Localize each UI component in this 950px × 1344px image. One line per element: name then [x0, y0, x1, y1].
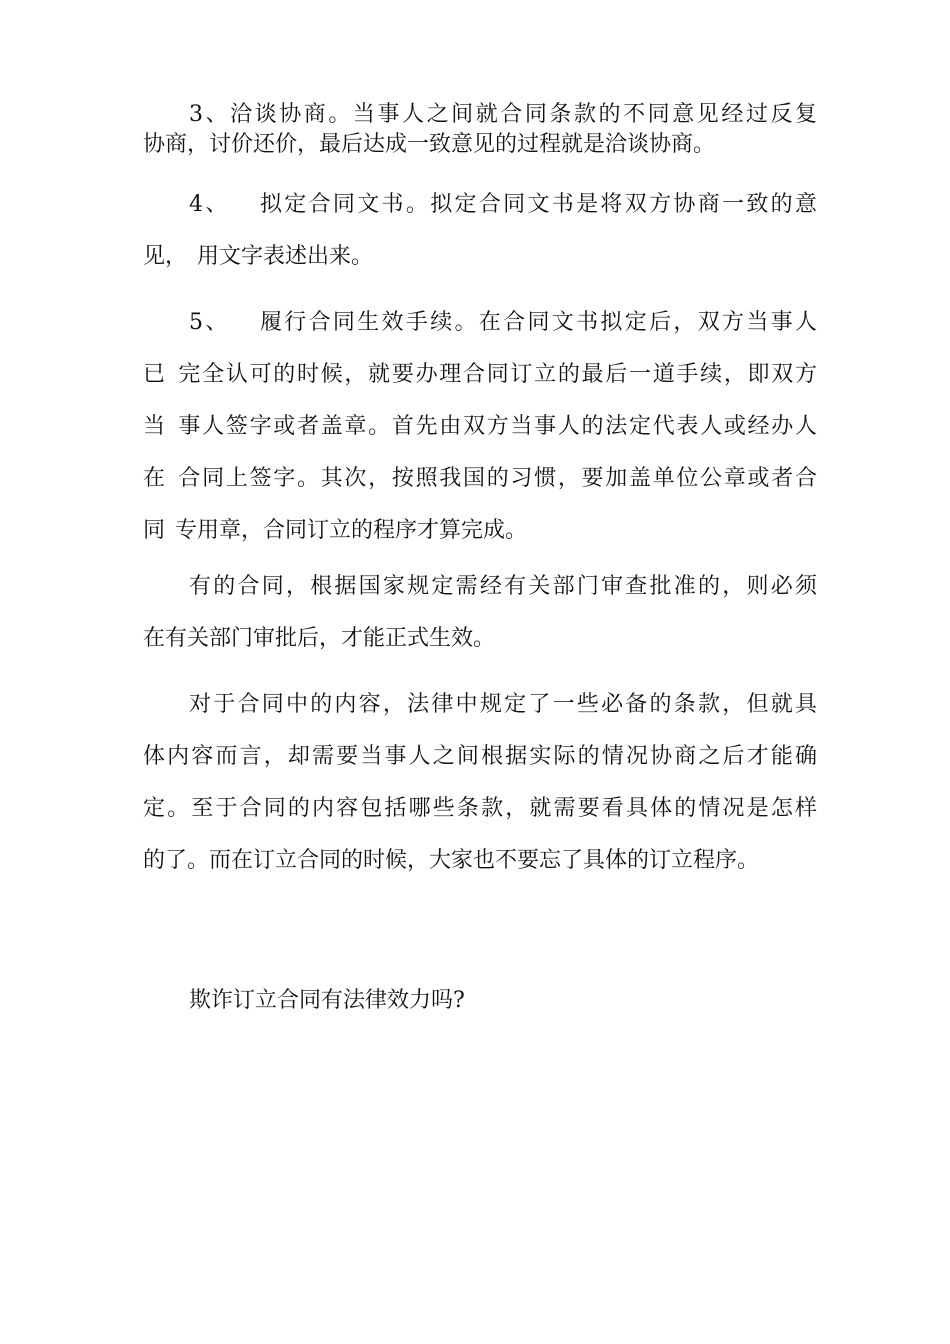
line-text: 完全认可的时候，就要办理合同订立的最后一道手续，即双方	[176, 362, 817, 387]
paragraph-negotiation	[143, 100, 817, 160]
text-line	[143, 464, 817, 494]
item-number: 5、	[189, 310, 230, 335]
line-head: 当	[143, 414, 167, 439]
paragraph-contract-content	[143, 690, 817, 876]
text-line: 定。至于合同的内容包括哪些条款，就需要看具体的情况是怎样	[143, 796, 817, 821]
text-line	[143, 360, 817, 390]
text-line: 体内容而言，却需要当事人之间根据实际的情况协商之后才能确	[143, 744, 817, 769]
line-head: 已	[143, 362, 167, 387]
line-text: 合同上签字。其次，按照我国的习惯，要加盖单位公章或者合	[176, 466, 817, 491]
text-line: 在有关部门审批后，才能正式生效。	[143, 626, 496, 651]
paragraph-effective-procedure	[143, 308, 817, 546]
text-line: 有的合同，根据国家规定需经有关部门审查批准的，则必须	[189, 574, 817, 599]
text-line	[143, 516, 817, 546]
line-text: 拟定合同文书。拟定合同文书是将双方协商一致的意	[257, 192, 817, 217]
section-heading	[143, 986, 817, 1016]
paragraph-draft-contract	[143, 190, 817, 272]
line-head: 在	[143, 466, 167, 491]
line-text: 事人签字或者盖章。首先由双方当事人的法定代表人或经办人	[176, 414, 817, 439]
text-line: 对于合同中的内容，法律中规定了一些必备的条款，但就具	[189, 692, 817, 717]
text-line	[143, 190, 817, 220]
item-number: 4、	[189, 192, 230, 217]
line-text: 用文字表述出来。	[197, 244, 374, 269]
text-line: 协商，讨价还价，最后达成一致意见的过程就是洽谈协商。	[143, 132, 716, 157]
line-text: 履行合同生效手续。在合同文书拟定后，双方当事人	[257, 310, 817, 335]
text-line	[143, 242, 817, 272]
paragraph-approval	[143, 572, 817, 654]
text-line: 的了。而在订立合同的时候，大家也不要忘了具体的订立程序。	[143, 848, 760, 873]
text-line	[143, 412, 817, 442]
text-line	[143, 308, 817, 338]
line-head: 同	[143, 518, 166, 543]
heading-text: 欺诈订立合同有法律效力吗?	[189, 988, 465, 1013]
line-text: 专用章，合同订立的程序才算完成。	[175, 518, 528, 543]
line-head: 见，	[143, 244, 188, 269]
text-line: 3、洽谈协商。当事人之间就合同条款的不同意见经过反复	[189, 102, 817, 127]
